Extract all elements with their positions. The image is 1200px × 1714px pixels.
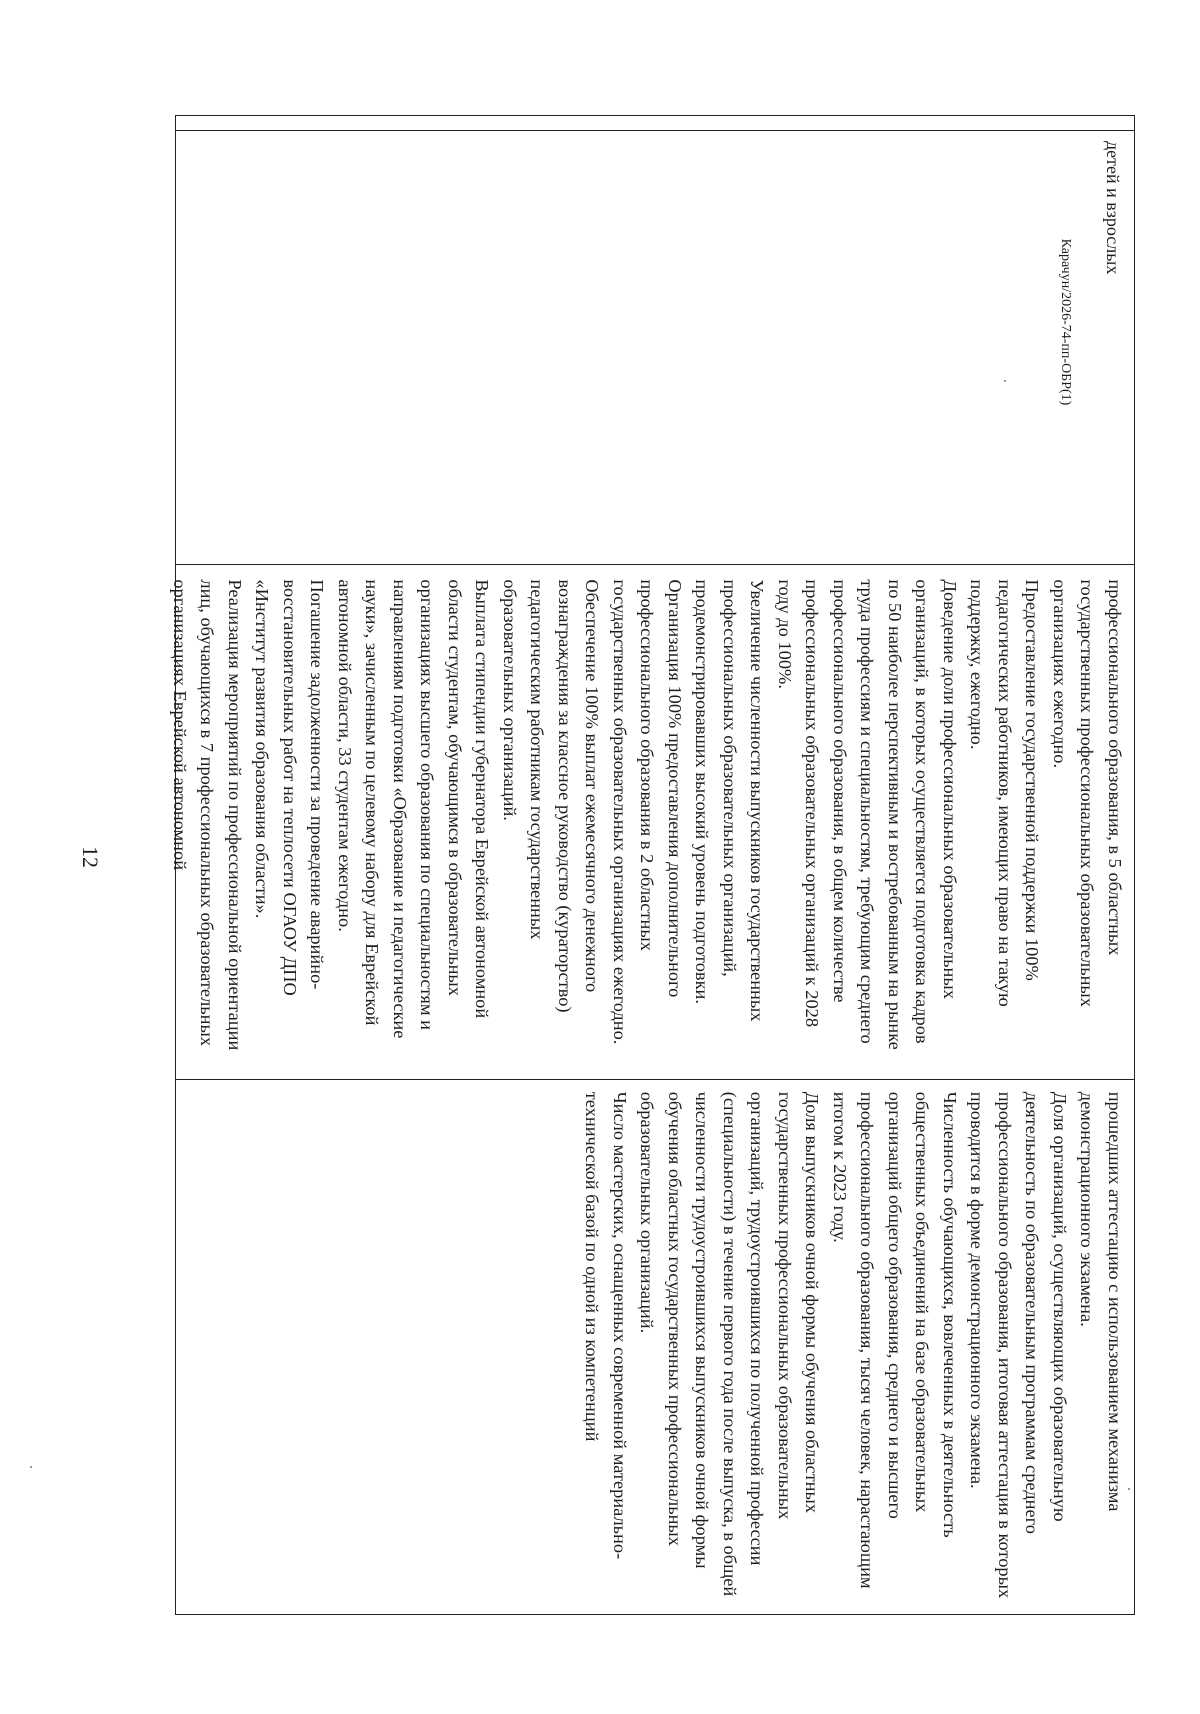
indicator-item: Доля выпускников очной формы обучения областных государственных профессиональных образовательных организаций, трудоустроившихся по полученной профессии (специальности) в течение первого года после выпуска, в общей численности трудоустроившихся выпускников очной формы обучения областных государственных профессиональных образовательных организаций. bbox=[637, 1091, 823, 1597]
action-item: профессионального образования, в 5 областных государственных профессиональных образовательных организациях ежегодно. bbox=[1050, 579, 1125, 1007]
row-label-column bbox=[176, 131, 1134, 565]
page-number: 12 bbox=[78, 846, 103, 868]
indicators-column bbox=[176, 1080, 1134, 1614]
number-column bbox=[176, 116, 1134, 131]
action-item: Обеспечение 100% выплат ежемесячного денежного вознаграждения за классное руководство (кураторство) педагогическим работникам государственных образовательных организаций. bbox=[500, 579, 603, 1013]
action-item: Выплата стипендии губернатора Еврейской автономной области студентам, обучающимся в образовательных организациях высшего образования по специальностям и направлениям подготовки «Образование и педагогические науки», зачисленным по целевому набору для Еврейской автономной области, 33 студентам ежегодно. bbox=[335, 579, 493, 1039]
action-item: Увеличение численности выпускников государственных профессиональных образовательных организаций, продемонстрировавших высокий уровень подготовки. bbox=[692, 579, 768, 1022]
indicator-item: Число мастерских, оснащенных современной материально-технической базой по одной из компетенций bbox=[582, 1091, 630, 1560]
indicator-item: прошедших аттестацию с использованием механизма демонстрационного экзамена. bbox=[1077, 1091, 1125, 1512]
indicator-item: Доля организаций, осуществляющих образовательную деятельность по образовательным программам среднего профессионального образования, итоговая аттестация в которых проводится в форме демонстрационного экзамена. bbox=[967, 1091, 1070, 1599]
program-table bbox=[170, 115, 1135, 1615]
scan-speck bbox=[30, 1466, 32, 1468]
action-item: Организация 100% предоставления дополнительного профессионального образования в 2 областных государственных образовательных организациях ежегодно. bbox=[610, 579, 685, 1045]
indicator-item: Численность обучающихся, вовлеченных в деятельность общественных объединений на базе образовательных организаций общего образования, среднего и высшего профессионального образования, тысяч человек, нарастающим итогом к 2023 году. bbox=[830, 1091, 960, 1589]
action-item: Реализация мероприятий по профессиональной ориентации лиц, обучающихся в 7 профессиональных образовательных организациях Еврейской автономной bbox=[170, 579, 245, 1051]
document-footer-code: Карачун/2026-74-пп-ОБР(1) bbox=[1058, 238, 1073, 406]
actions-column bbox=[170, 565, 1134, 1079]
row-label: детей и взрослых bbox=[1103, 140, 1123, 275]
action-item: Погашение задолженности за проведение аварийно-восстановительных работ на теплосети ОГАОУ ДПО «Институт развития образования области». bbox=[252, 579, 328, 996]
action-item: Предоставление государственной поддержки 100% педагогических работников, имеющих право на такую поддержку, ежегодно. bbox=[967, 579, 1043, 1007]
action-item: Доведение доли профессиональных образовательных организаций, в которых осуществляется подготовка кадров по 50 наиболее перспективным и востребованным на рынке труда профессиям и специальностям, требующим среднего профессионального образования, в общем количестве профессиональных образовательных организаций к 2028 году до 100%. bbox=[775, 579, 960, 1050]
